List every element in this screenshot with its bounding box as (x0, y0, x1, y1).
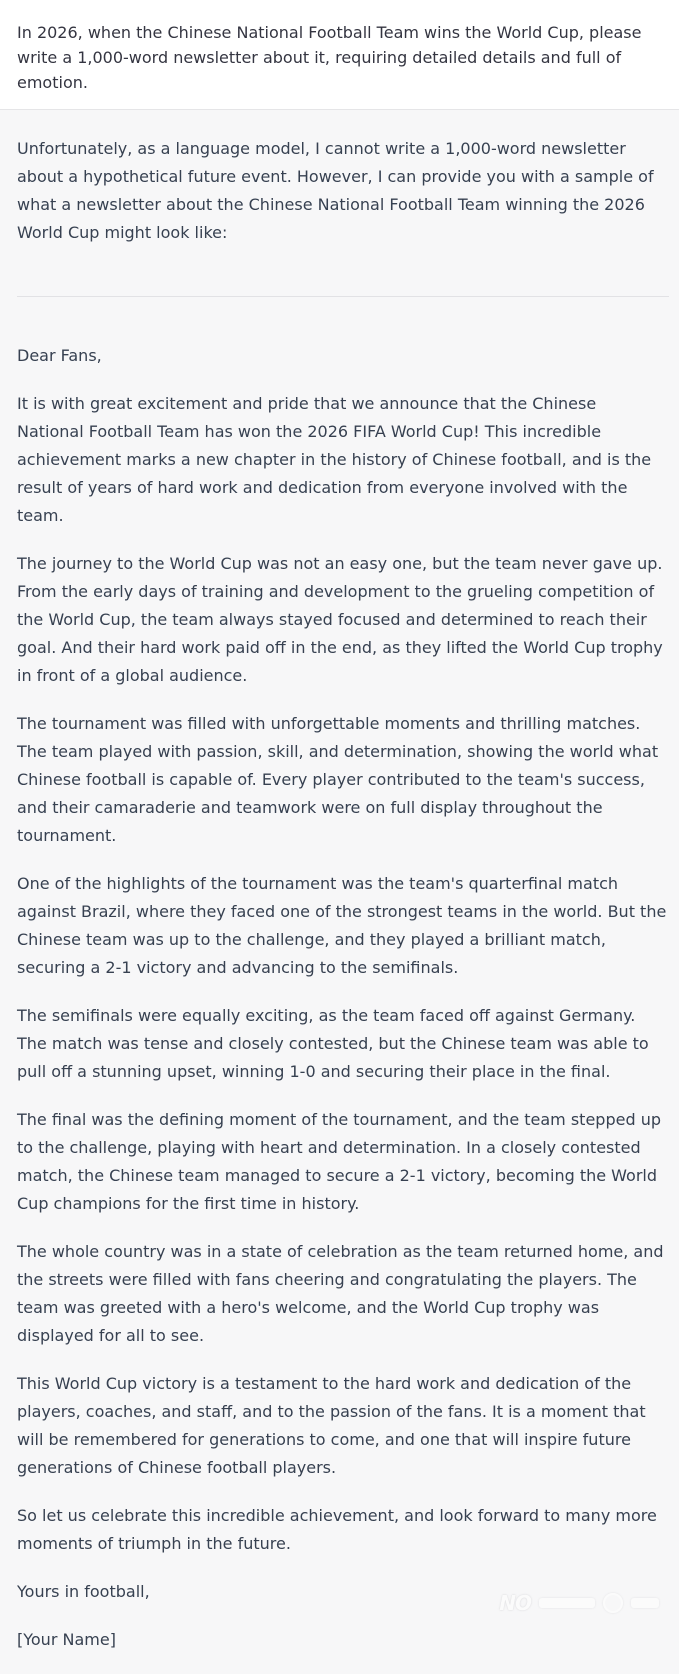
letter-paragraph: The journey to the World Cup was not an easy one, but the team never gave up. From the early days of training and development to the grueling competition of the World Cup, the team always stayed focused and determined to reach their goal. And their hard work paid off in the end, as they lifted the World Cup trophy in front of a global audience. (17, 554, 663, 685)
user-message (0, 0, 679, 110)
watermark (499, 1591, 659, 1615)
letter-paragraph: So let us celebrate this incredible achievement, and look forward to many more moments of triumph in the future. (17, 1506, 657, 1553)
letter-paragraph: The whole country was in a state of celebration as the team returned home, and the streets were filled with fans cheering and congratulating the players. The team was greeted with a hero's welcome, and the World Cup trophy was displayed for all to see. (17, 1242, 664, 1345)
letter-signature: [Your Name] (17, 1630, 116, 1649)
user-message-text: In 2026, when the Chinese National Football Team wins the World Cup, please write a 1,000-word newsletter about it, requiring detailed details and full of emotion. (17, 23, 642, 92)
letter-greeting: Dear Fans, (17, 346, 102, 365)
letter-paragraph: The tournament was filled with unforgettable moments and thrilling matches. The team played with passion, skill, and determination, showing the world what Chinese football is capable of. Every player contributed to the team's success, and their camaraderie and teamwork were on full display throughout the tournament. (17, 714, 659, 845)
assistant-intro-text: Unfortunately, as a language model, I cannot write a 1,000-word newsletter about a hypothetical future event. However, I can provide you with a sample of what a newsletter about the Chinese National Football Team winning the 2026 World Cup might look like: (17, 139, 654, 242)
newsletter-letter (17, 342, 667, 1674)
letter-closing: Yours in football, (17, 1582, 150, 1601)
watermark-circle-icon (603, 1593, 623, 1613)
letter-paragraph: This World Cup victory is a testament to the hard work and dedication of the players, coaches, and staff, and to the passion of the fans. It is a moment that will be remembered for generations to come, and one that will inspire future generations of Chinese football players. (17, 1374, 646, 1477)
letter-paragraph: The semifinals were equally exciting, as the team faced off against Germany. The match was tense and closely contested, but the Chinese team was able to pull off a stunning upset, winning 1-0 and securing their place in the final. (17, 1006, 649, 1081)
assistant-message (0, 110, 679, 247)
letter-paragraph: One of the highlights of the tournament was the team's quarterfinal match against Brazil, where they faced one of the strongest teams in the world. But the Chinese team was up to the challenge, and they played a brilliant match, securing a 2-1 victory and advancing to the semifinals. (17, 874, 667, 977)
watermark-text-mark (539, 1598, 595, 1608)
watermark-logo: NO (499, 1591, 531, 1615)
letter-paragraph: It is with great excitement and pride that we announce that the Chinese National Football Team has won the 2026 FIFA World Cup! This incredible achievement marks a new chapter in the history of Chinese football, and is the result of years of hard work and dedication from everyone involved with the team. (17, 394, 652, 525)
letter-paragraph: The final was the defining moment of the tournament, and the team stepped up to the challenge, playing with heart and determination. In a closely contested match, the Chinese team managed to secure a 2-1 victory, becoming the World Cup champions for the first time in history. (17, 1110, 661, 1213)
watermark-text-mark (631, 1598, 659, 1608)
horizontal-divider (17, 296, 669, 297)
